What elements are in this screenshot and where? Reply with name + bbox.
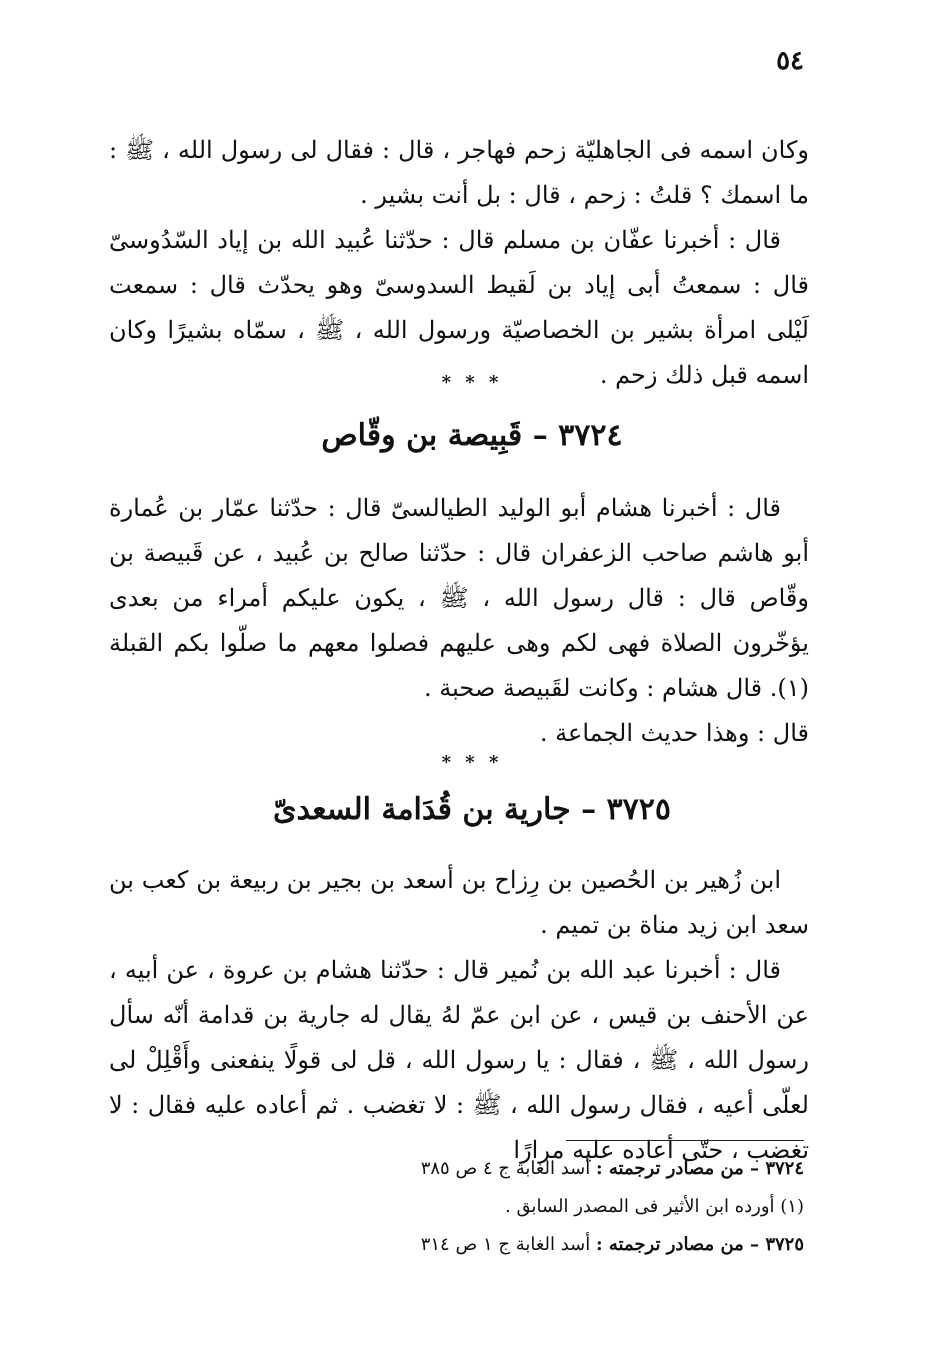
footnote-3725 bbox=[144, 1226, 804, 1264]
paragraph: قال : أخبرنا هشام أبو الوليد الطيالسىّ قال : حدّثنا عمّار بن عُمارة أبو هاشم صاحب الزعفران قال : حدّثنا صالح بن عُبيد ، عن قَبيصة بن وقّاص قال : قال رسول الله ، ﷺ ، يكون عليكم أمراء من بعدى يؤخّرون الصلاة فهى لكم وهى عليهم فصلوا معهم ما صلّوا بكم القبلة (١). قال هشام : وكانت لقَبيصة صحبة . bbox=[109, 494, 809, 702]
entry-3724-text bbox=[109, 486, 809, 756]
paragraph: ابن زُهير بن الحُصين بن رِزاح بن أسعد بن بجير بن ربيعة بن كعب بن سعد ابن زيد مناة بن تميم . bbox=[109, 866, 809, 939]
section-separator: * * * bbox=[441, 752, 503, 773]
paragraph: قال : أخبرنا عفّان بن مسلم قال : حدّثنا عُبيد الله بن إياد السّدُوسىّ قال : سمعتُ أبى إياد بن لَقيط السدوسىّ وهو يحدّث قال : سمعت لَيْلى امرأة بشير بن الخصاصيّة ورسول الله ، ﷺ ، سمّاه بشيرًا وكان اسمه قبل ذلك زحم . bbox=[109, 226, 809, 389]
footnote-label: ٣٧٢٥ – من مصادر ترجمته : bbox=[596, 1234, 804, 1255]
intro-text bbox=[109, 128, 809, 398]
footnote-text: أسد الغابة ج ٤ ص ٣٨٥ bbox=[420, 1158, 591, 1179]
section-separator: * * * bbox=[441, 372, 503, 393]
entry-heading-3725: ٣٧٢٥ – جارية بن قُدَامة السعدىّ bbox=[273, 792, 671, 827]
footnote-3724 bbox=[144, 1150, 804, 1188]
footnote-1: (١) أورده ابن الأثير فى المصدر السابق . bbox=[505, 1196, 804, 1217]
entry-heading-3724: ٣٧٢٤ – قَبِيصة بن وقّاص bbox=[321, 418, 623, 453]
page-number: ٥٤ bbox=[776, 46, 804, 76]
paragraph: قال : أخبرنا عبد الله بن نُمير قال : حدّثنا هشام بن عروة ، عن أبيه ، عن الأحنف بن قيس ، عن ابن عمّ لهُ يقال له جارية بن قدامة أنّه سأل رسول الله ، ﷺ ، فقال : يا رسول الله ، قل لى قولًا ينفعنى وأَقْلِلْ لى لعلّى أعيه ، فقال رسول الله ، ﷺ : لا تغضب . ثم أعاده عليه فقال : لا تغضب ، حتّى أعاده عليه مرارًا bbox=[109, 956, 809, 1164]
footnote-label: ٣٧٢٤ – من مصادر ترجمته : bbox=[596, 1158, 804, 1179]
paragraph: قال : وهذا حديث الجماعة . bbox=[539, 719, 809, 747]
footnote-rule bbox=[566, 1140, 804, 1141]
footnotes bbox=[144, 1150, 804, 1264]
entry-3725-text bbox=[109, 858, 809, 1173]
paragraph: وكان اسمه فى الجاهليّة زحم فهاجر ، قال : فقال لى رسول الله ، ﷺ : ما اسمك ؟ قلتُ : زحم ، قال : بل أنت بشير . bbox=[109, 136, 809, 209]
footnote-text: أسد الغابة ج ١ ص ٣١٤ bbox=[420, 1234, 591, 1255]
